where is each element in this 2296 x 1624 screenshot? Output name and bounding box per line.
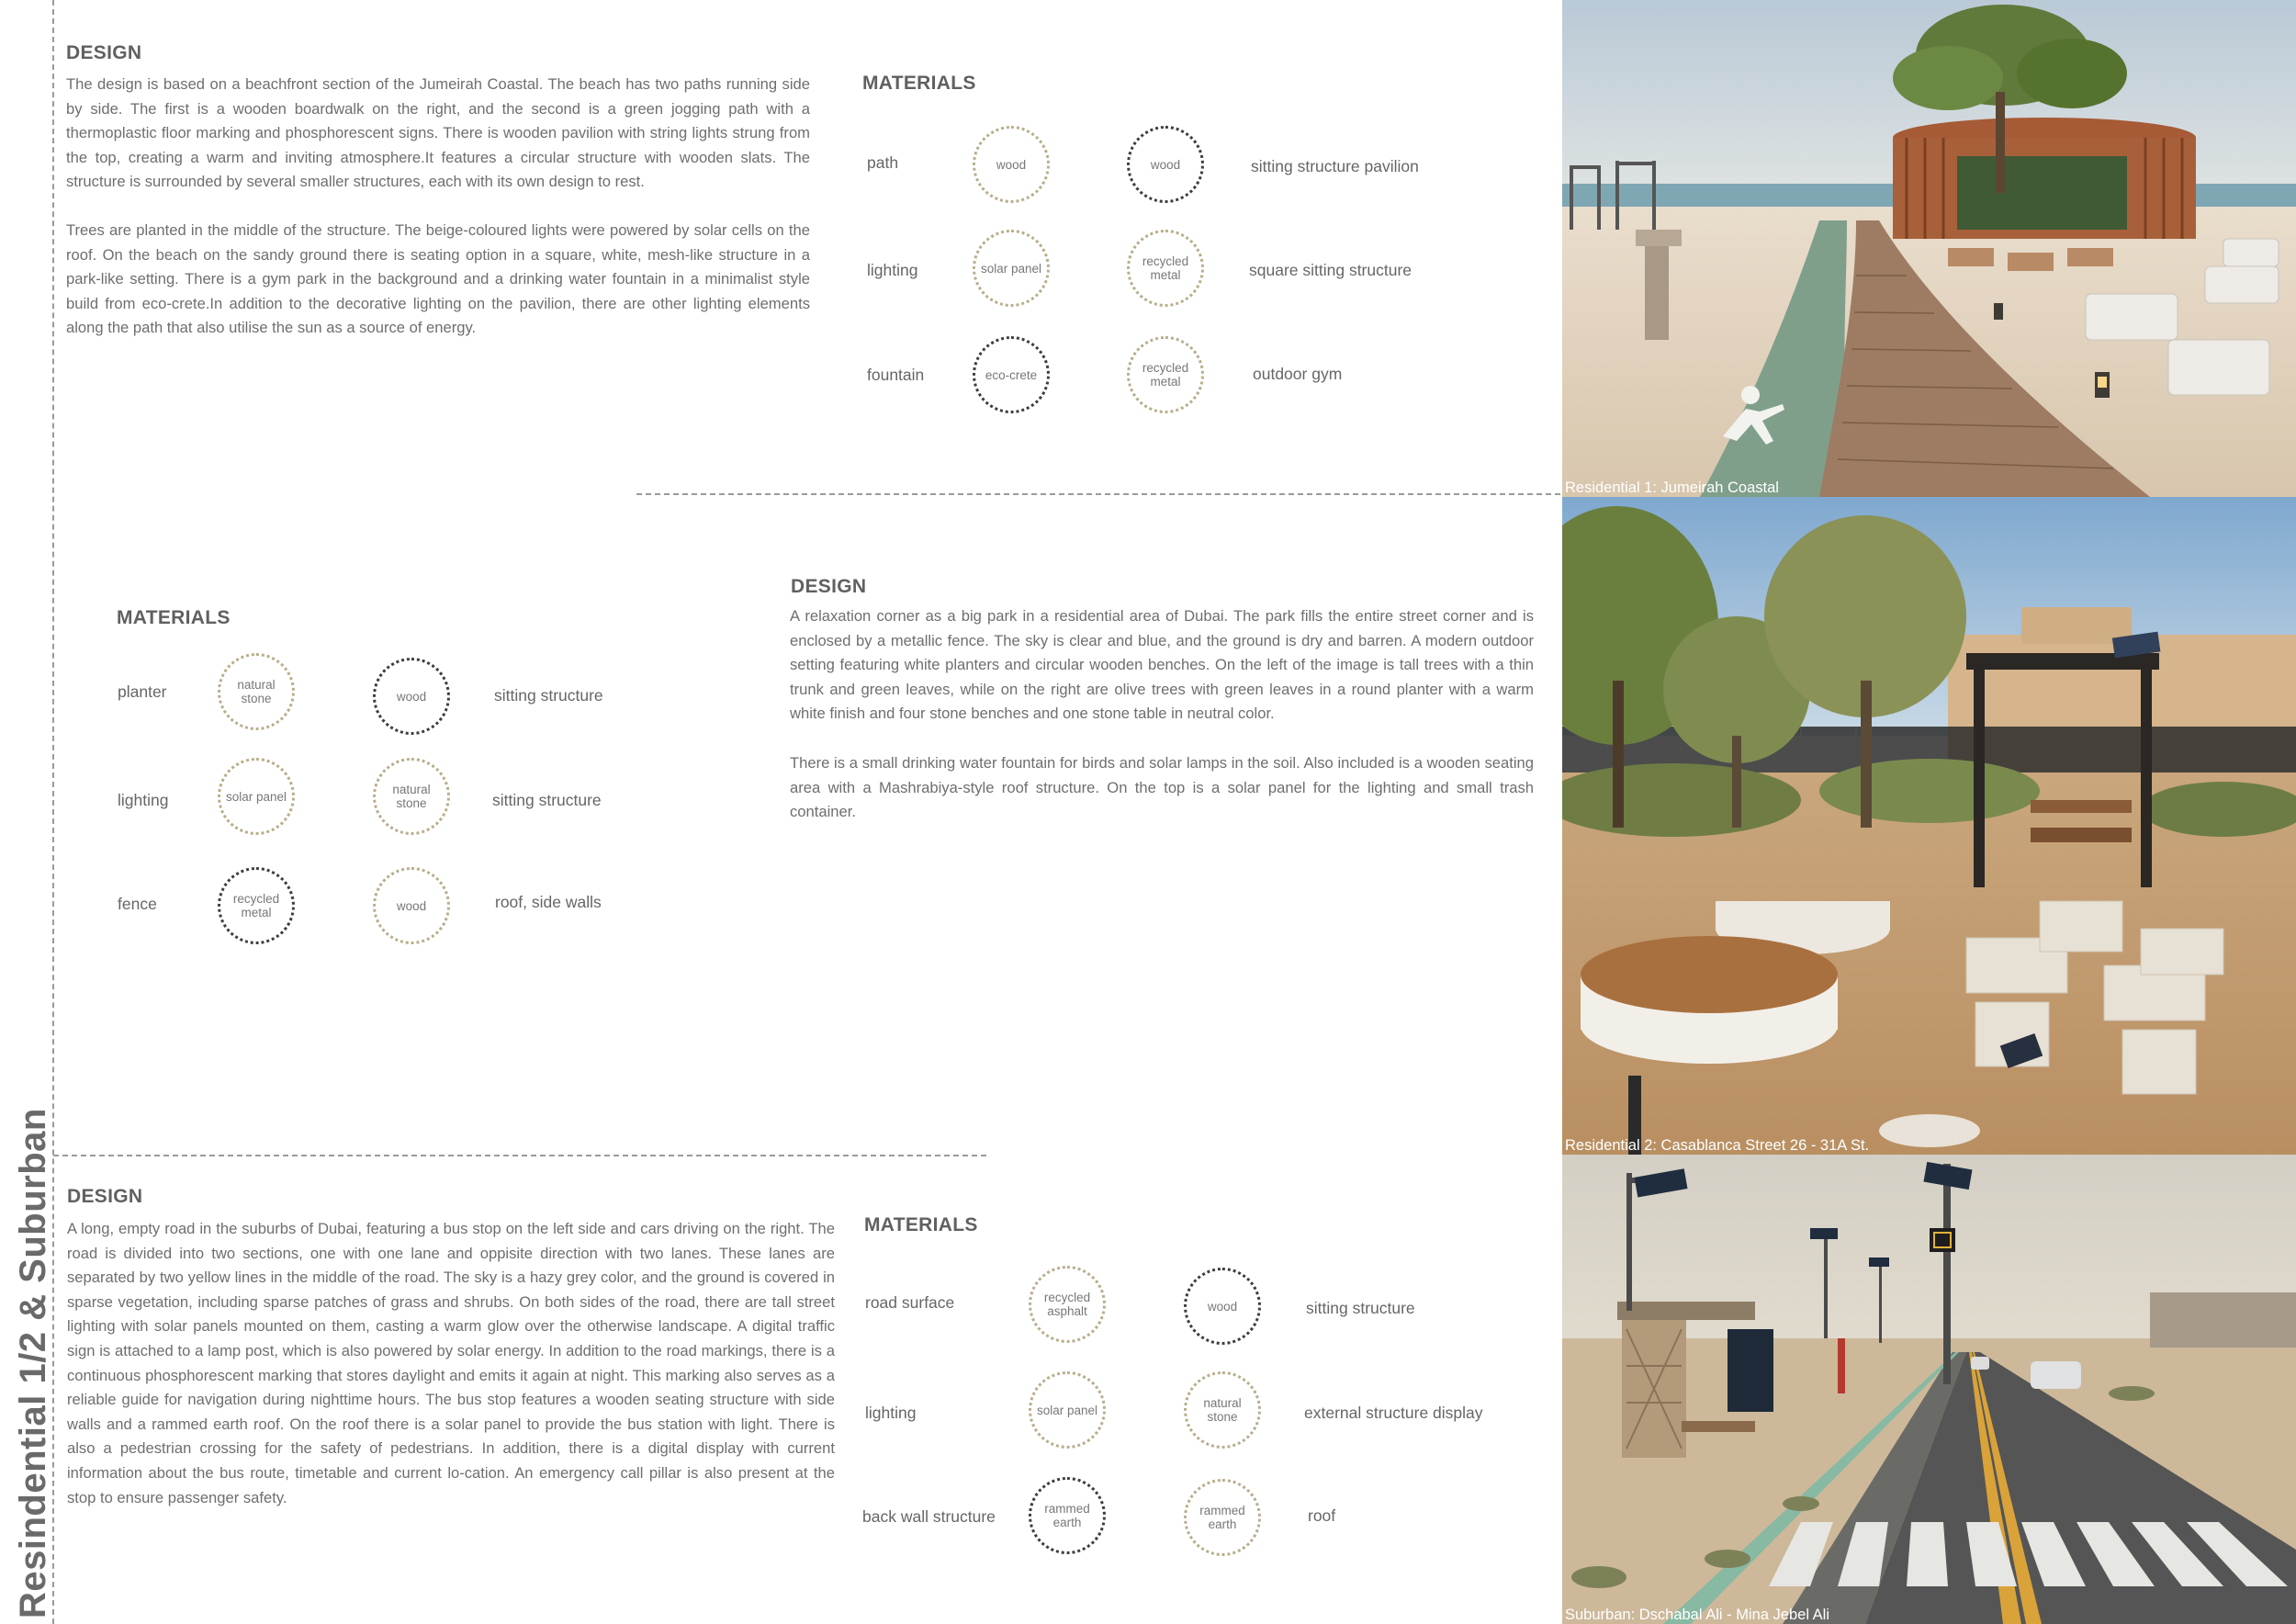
material-label: sitting structure [494, 686, 603, 705]
material-label: roof, side walls [495, 893, 602, 911]
material-circle: recycled metal [218, 867, 295, 944]
material-label: external structure display [1304, 1404, 1483, 1422]
material-label: back wall structure [862, 1507, 996, 1526]
materials-heading: MATERIALS [862, 73, 976, 94]
park-corner-illustration [1562, 497, 2296, 1155]
material-circle: recycled asphalt [1029, 1266, 1106, 1343]
design-paragraph: There is a small drinking water fountain for birds and solar lamps in the soil. Also included is a wooden seating area with a Mashrabiya-style roof structure. On the top is a solar panel for the lighting and small trash container. [790, 754, 1534, 821]
material-circle: solar panel [218, 758, 295, 835]
material-circle: wood [373, 867, 450, 944]
materials-heading: MATERIALS [117, 607, 231, 628]
material-circle: wood [1127, 126, 1204, 203]
material-circle: natural stone [1184, 1371, 1261, 1449]
material-circle: rammed earth [1184, 1479, 1261, 1556]
design-heading: DESIGN [67, 1186, 143, 1207]
material-label: roof [1308, 1506, 1336, 1525]
design-paragraph: A long, empty road in the suburbs of Dubai, featuring a bus stop on the left side and cars driving on the right. The road is divided into two sections, one with one lane and oppisite direction with two lanes. These lanes are separated by two yellow lines in the middle of the road. The sky is a hazy grey color, and the ground is covered in sparse vegetation, including sparse patches of grass and shrubs. On both sides of the road, there are tall street lighting with solar panels mounted on them, casting a warm glow over the otherwise landscape. A digital traffic sign is attached to a lamp post, which is also powered by solar energy. In addition to the road markings, there is a continuous phosphorescent marking that stores daylight and emits it again at night. This marking also serves as a reliable guide for navigation during nighttime hours. The bus stop features a wooden seating structure with side walls and a rammed earth roof. On the roof there is a solar panel to provide the bus station with light. There is also a pedestrian crossing for the safety of pedestrians. In addition, there is a digital display with current information about the bus route, timetable and current lo-cation. An emergency call pillar is also present at the stop to ensure passenger safety. [67, 1220, 835, 1506]
material-circle: natural stone [373, 758, 450, 835]
suburban-road-illustration [1562, 1155, 2296, 1624]
material-circle: solar panel [973, 230, 1050, 307]
photo-caption: Residential 2: Casablanca Street 26 - 31A St. [1565, 1137, 1870, 1154]
photo-jumeirah-coastal [1562, 0, 2296, 497]
material-label: lighting [118, 791, 169, 809]
material-label: road surface [865, 1293, 955, 1312]
material-label: path [867, 153, 899, 172]
photo-caption: Residential 1: Jumeirah Coastal [1565, 479, 1779, 496]
photo-caption: Suburban: Dschabal Ali - Mina Jebel Ali [1565, 1607, 1829, 1623]
design-heading: DESIGN [66, 42, 142, 63]
design-paragraph: The design is based on a beachfront section of the Jumeirah Coastal. The beach has two paths running side by side. The first is a wooden boardwalk on the right, and the second is a green jogging path with a thermoplastic floor marking and phosphorescent signs. There is wooden pavilion with string lights strung from the top, creating a warm and inviting atmosphere.It features a circular structure with wooden slats. The structure is surrounded by several smaller structures, each with its own design to rest. [66, 75, 810, 191]
material-circle: recycled metal [1127, 336, 1204, 413]
material-label: planter [118, 682, 167, 701]
section-divider-1 [636, 493, 1560, 495]
material-label: square sitting structure [1249, 261, 1412, 279]
side-title: Resindential 1/2 & Suburban [13, 1108, 53, 1618]
material-circle: wood [973, 126, 1050, 203]
materials-heading: MATERIALS [864, 1214, 978, 1235]
material-circle: rammed earth [1029, 1477, 1106, 1554]
section-divider-2 [53, 1155, 986, 1156]
material-circle: natural stone [218, 653, 295, 730]
material-label: lighting [867, 261, 918, 279]
material-label: sitting structure pavilion [1251, 157, 1419, 175]
material-label: lighting [865, 1404, 917, 1422]
material-label: sitting structure [492, 791, 602, 809]
material-circle: wood [1184, 1268, 1261, 1345]
material-circle: wood [373, 658, 450, 735]
photo-jebel-ali-road [1562, 1155, 2296, 1624]
design-paragraph: Trees are planted in the middle of the structure. The beige-coloured lights were powered by solar cells on the roof. On the beach on the sandy ground there is seating option in a square, white, mesh-like structure in a park-like setting. There is a gym park in the background and a drinking water fountain in a minimalist style build from eco-crete.In addition to the decorative lighting on the pavilion, there are other lighting elements along the path that also utilise the sun as a source of energy. [66, 221, 810, 337]
material-label: fountain [867, 366, 925, 384]
material-label: sitting structure [1306, 1299, 1415, 1317]
beach-pavilion-illustration [1562, 0, 2296, 497]
design-heading: DESIGN [791, 576, 867, 597]
photo-casablanca-street [1562, 497, 2296, 1155]
material-label: fence [118, 895, 157, 913]
material-circle: solar panel [1029, 1371, 1106, 1449]
design-paragraph: A relaxation corner as a big park in a residential area of Dubai. The park fills the entire street corner and is enclosed by a metallic fence. The sky is clear and blue, and the ground is dry and barren. A modern outdoor setting featuring white planters and circular wooden benches. On the left of the image is tall trees with a thin trunk and green leaves, while on the right are olive trees with green leaves in a round planter with a warm white finish and four stone benches and one stone table in neutral color. [790, 607, 1534, 723]
material-circle: eco-crete [973, 336, 1050, 413]
material-circle: recycled metal [1127, 230, 1204, 307]
material-label: outdoor gym [1253, 365, 1343, 383]
